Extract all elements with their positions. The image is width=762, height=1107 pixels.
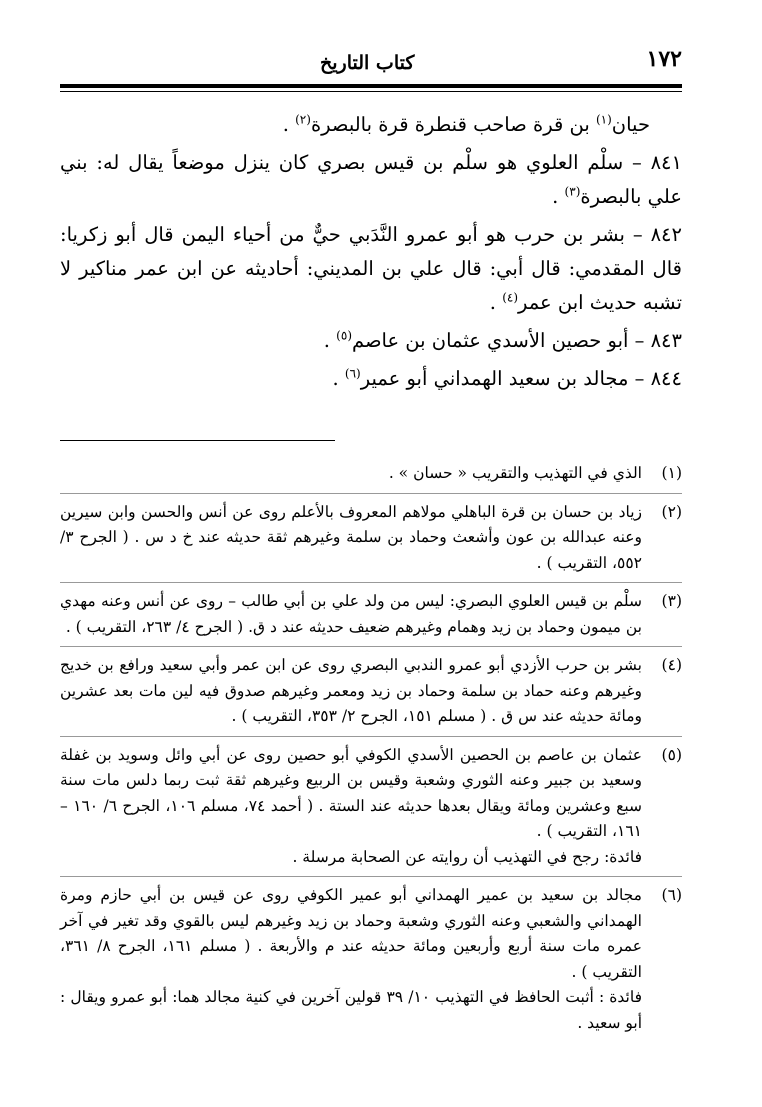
entry-844: ٨٤٤ – مجالد بن سعيد الهمداني أبو عمير$^{(٦)}$ . bbox=[332, 366, 682, 390]
page-number: ١٧٢ bbox=[646, 46, 682, 72]
footnote-2: (٢) زياد بن حسان بن قرة الباهلي مولاهم المعروف بالأعلم روى عن أنس والحسن وابن سيرين وعنه عبدالله بن عون وأشعث وحماد بن سلمة وغيرهم ثقة حديثه عند خ د س . ( الجرح ٣/ ٥٥٢، التقريب ) . bbox=[60, 493, 682, 577]
main-text bbox=[60, 108, 682, 396]
footnote-6: (٦) مجالد بن سعيد بن عمير الهمداني أبو عمير الكوفي روى عن قيس بن أبي حازم ومرة الهمداني والشعبي وعنه الثوري وشعبة وحماد بن زيد وغيرهم ليس بالقوي وقد تغير في آخر عمره مات سنة أربع وأربعين ومائة حديثه عند م والأربعة . ( مسلم ١٦١، الجرح ٨/ ٣٦١، التقريب ) . فائدة : أثبت الحافظ في التهذيب ١٠/ ٣٩ قولين آخرين في كنية مجالد هما: أبو عمرو ويقال : أبو سعيد . bbox=[60, 876, 682, 1036]
book-title: كتاب التاريخ bbox=[320, 52, 415, 74]
footnote-4: (٤) بشر بن حرب الأزدي أبو عمرو الندبي البصري روى عن ابن عمر وأبي سعيد ورافع بن خديج وغيرهم وعنه حماد بن سلمة وحماد بن زيد ومعمر وغيرهم صدوق فيه لين مات بعد عشرين ومائة حديثه عند س ق . ( مسلم ١٥١، الجرح ٢/ ٣٥٣، التقريب ) . bbox=[60, 646, 682, 730]
main-paragraph: حيان$^{(١)}$ بن قرة صاحب قنطرة قرة بالبصرة$^{(٢)}$ . bbox=[282, 112, 650, 136]
page bbox=[60, 44, 682, 1042]
entry-843: ٨٤٣ – أبو حصين الأسدي عثمان بن عاصم$^{(٥)}$ . bbox=[323, 328, 682, 352]
entry-841: ٨٤١ – سلْم العلوي هو سلْم بن قيس بصري كان ينزل موضعاً يقال له: بني علي بالبصرة$^{(٣)}$ . bbox=[60, 151, 682, 208]
entry-842: ٨٤٢ – بشر بن حرب هو أبو عمرو النَّدَبي حيٌّ من أحياء اليمن قال أبو زكريا: قال المقدمي: قال أبي: قال علي بن المديني: أحاديثه عن ابن عمر مناكير لا تشبه حديث ابن عمر$^{(٤)}$ . bbox=[60, 223, 682, 314]
page-header bbox=[60, 44, 682, 84]
header-rule-thin bbox=[60, 91, 682, 92]
footnote-1: (١) الذي في التهذيب والتقريب « حسان » . bbox=[388, 464, 682, 482]
footnote-separator bbox=[60, 440, 335, 441]
footnote-5: (٥) عثمان بن عاصم بن الحصين الأسدي الكوفي أبو حصين روى عن أبي وائل وسويد بن غفلة وسعيد بن جبير وعنه الثوري وشعبة وقيس بن الربيع وغيرهم ثقة ثبت ربما دلس مات سنة سبع وعشرين ومائة ويقال بعدها حديثه عند الستة . ( أحمد ٧٤، مسلم ١٠٦، الجرح ٦/ ١٦٠ – ١٦١، التقريب ) . فائدة: رجح في التهذيب أن روايته عن الصحابة مرسلة . bbox=[60, 736, 682, 871]
footnotes bbox=[60, 461, 682, 1036]
footnote-3: (٣) سلْم بن قيس العلوي البصري: ليس من ولد علي بن أبي طالب – روى عن أنس وعنه مهدي بن ميمون وحماد بن زيد وهمام وغيرهم ضعيف حديثه عند د ق. ( الجرح ٤/ ٢٦٣، التقريب ) . bbox=[60, 582, 682, 640]
header-rule bbox=[60, 84, 682, 88]
